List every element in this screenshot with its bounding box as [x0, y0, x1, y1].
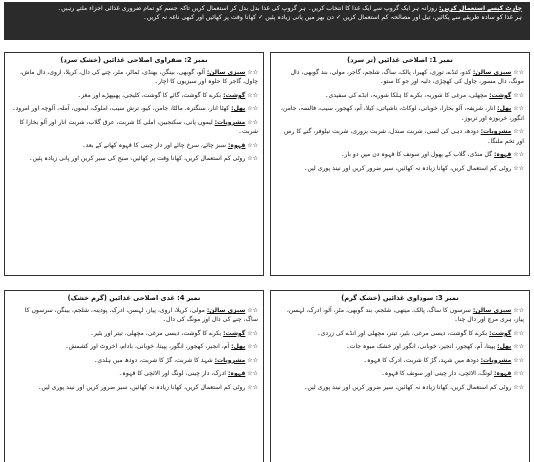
food-item	[276, 104, 524, 123]
food-item	[276, 127, 524, 146]
star-icon: ☆☆	[245, 356, 258, 364]
food-item-label: گوشت:	[489, 329, 512, 337]
star-icon: ☆☆	[511, 307, 524, 314]
food-item	[10, 91, 258, 100]
food-item-label: پھل:	[231, 105, 246, 113]
food-item-label: مشروبات:	[214, 118, 246, 126]
food-item-text: گل منڈی، گلاب کے پھول اور سونف کا قہوہ دن میں دو بار۔	[340, 151, 492, 159]
food-item-text: روٹی کم استعمال کریں، کھانا زیادہ نہ کھائیں، سیر ضرور کریں اور نیند پوری لیں۔	[303, 164, 512, 172]
star-icon: ☆☆	[511, 370, 524, 378]
star-icon: ☆☆	[245, 307, 258, 314]
food-item	[276, 342, 524, 351]
star-icon: ☆☆	[245, 118, 258, 126]
food-item	[276, 91, 524, 100]
star-icon: ☆☆	[245, 370, 258, 378]
food-item-label: قہوہ:	[493, 151, 512, 159]
food-item	[10, 342, 258, 351]
star-icon: ☆☆	[511, 128, 524, 136]
food-item-text: دودھ میں شہد، گڑ کا شربت، ادرک کا قہوہ۔	[363, 356, 479, 364]
food-item-text: پپیتا، آم، کھجور، انجیر، خوبانی، انگور اور خشک میوہ جات۔	[346, 343, 496, 351]
food-item-label: گوشت:	[223, 329, 246, 337]
star-icon: ☆☆	[511, 356, 524, 364]
banner-highlight: چارٹ کیسے استعمال کریں:	[439, 5, 522, 12]
food-item-label: قہوہ:	[227, 141, 246, 149]
food-item-label: مشروبات:	[214, 356, 246, 364]
food-item	[276, 356, 524, 365]
food-item	[10, 104, 258, 113]
food-item	[10, 369, 258, 378]
star-icon: ☆☆	[245, 105, 258, 113]
food-item-label: قہوہ:	[227, 370, 246, 378]
banner-text-2: ہر غذا کو سادہ طریقے سے پکائیں، تیل اور مصالحہ کم استعمال کریں ✓ دن بھر میں پانی زیادہ پئیں ✓ کھانا وقت پر کھائیں اور کبھی ناغہ نہ کریں۔	[143, 13, 522, 21]
star-icon: ☆☆	[245, 141, 258, 149]
food-item-text: آم، انجیر، کھجور، انگور، پپیتا، خوبانی، بادام، اخروٹ اور کشمش۔	[65, 343, 230, 351]
food-item	[276, 306, 524, 325]
food-item	[276, 150, 524, 159]
card-title: نمبر 4: غدی اصلاحی غذائیں (گرم خشک)	[67, 294, 201, 302]
food-item-text: کھٹا انار، سنگترہ، مالٹا، جامن، کیو، ترش سیب، املوک، لیموں، آملہ، آلوچہ اور امرود۔	[12, 105, 230, 113]
food-item-text: کدو، ٹنڈے، توری، کھیرا، پالک، ساگ، شلجم، گاجر، مولی، بند گوبھی، دال مونگ، دال مسور، چاول کی کھچڑی، دلیہ اور جو کا ستو۔	[290, 69, 524, 86]
food-item-text: بکرے کا گوشت، دیسی مرغی، مچھلی، تیتر اور بٹیر۔	[90, 329, 222, 337]
food-item	[276, 68, 524, 87]
star-icon: ☆☆	[245, 155, 258, 163]
food-item-label: مشروبات:	[480, 356, 512, 364]
food-item-text: مولی، کریلا، اروی، پیاز، لہسن، ادرک، پودینہ، شلجم، بینگن، سرسوں کا ساگ، چنے کی دال اور مونگ کی دال۔	[24, 307, 258, 324]
food-item-text: لونگ، الائچی، دار چینی اور سونف کا قہوہ۔	[381, 370, 492, 378]
card-title: نمبر 2: صفراوی اصلاحی غذائیں (خشک سرد)	[60, 56, 208, 64]
card-title: نمبر 3: سوداوی غذائیں (خشک گرم)	[341, 294, 459, 302]
food-item	[10, 306, 258, 325]
food-item-label: گوشت:	[489, 91, 512, 99]
diet-card-4	[4, 290, 264, 462]
food-item-label: پھل:	[497, 105, 512, 113]
food-item	[276, 329, 524, 338]
food-item-label: سبزی سالن:	[206, 307, 246, 314]
food-item-text: بکرے کا گوشت، گائے کا گوشت، کلیجی، پھیپھڑے اور مغز۔	[77, 91, 222, 99]
star-icon: ☆☆	[511, 329, 524, 337]
food-item-text: شہد کا شربت، گڑ کا شربت، دودھ میں ہلدی۔	[93, 356, 213, 364]
diet-card-1	[270, 52, 530, 276]
star-icon: ☆☆	[511, 91, 524, 99]
food-item-text: آلو، گوبھی، بینگن، بھنڈی، ٹماٹر، مٹر، چنے کی دال، کریلا، اروی، دال ماش، چاول، گاجر کا حلوہ اور سبزیوں کا اچار۔	[20, 69, 258, 86]
food-item	[10, 141, 258, 150]
food-item-text: روٹی کم استعمال کریں، کھانا زیادہ نہ کھائیں، سیر ضرور کریں اور نیند پوری لیں۔	[37, 383, 246, 391]
food-item-text: انار، شریفہ، آلو بخارا، خوبانی، لوکاٹ، ناشپاتی، کیلا، آم، کھجور، سیب، فالسہ، جامن، انگور، خربوزہ اور تربوز۔	[280, 105, 524, 122]
banner-line-1	[12, 5, 522, 14]
diet-card-2	[4, 52, 264, 276]
food-item-text: دودھ، دہی کی لسی، شربت صندل، شربت بزوری، شربت نیلوفر، گنے کا رس اور تخم ملنگا۔	[284, 128, 524, 145]
food-item-label: پھل:	[497, 343, 512, 351]
food-item-text: سبز چائے، سرخ چائے اور دار چینی کا قہوہ کھانے کے بعد۔	[82, 141, 226, 149]
food-item	[10, 154, 258, 163]
diet-card-3	[270, 290, 530, 462]
star-icon: ☆☆	[245, 69, 258, 76]
star-icon: ☆☆	[511, 164, 524, 172]
food-item-text: روٹی کم استعمال کریں، کھانا وقت پر کھائیں، صبح کی سیر کریں اور پانی زیادہ پئیں۔	[28, 155, 246, 163]
food-item	[10, 383, 258, 392]
banner-text-1: روزانہ ہر ایک گروپ سے ایک غذا کا انتخاب کریں۔ ہر گروپ کی غذا بدل بدل کر استعمال کریں تاکہ جسم کو تمام ضروری غذائی اجزاء ملتے رہیں۔	[57, 5, 438, 12]
food-item	[10, 68, 258, 87]
food-item-text: سرسوں کا ساگ، پالک، میتھی، شلجم، بند گوبھی، مٹر، آلو، ادرک، لہسن، پیاز، ہری مرچ اور دال چنا۔	[286, 307, 524, 324]
food-item-text: بکرے کا گوشت، دیسی مرغی، بٹیر، تیتر، مچھلی اور انڈے کی زردی۔	[317, 329, 488, 337]
food-item	[276, 164, 524, 173]
star-icon: ☆☆	[511, 151, 524, 159]
star-icon: ☆☆	[511, 69, 524, 76]
food-item-text: لیموں پانی، سکنجبین، املی کا شربت، عرق گلاب، شربت انار اور آلو بخارا کا شربت۔	[19, 118, 258, 136]
star-icon: ☆☆	[245, 329, 258, 337]
star-icon: ☆☆	[245, 343, 258, 351]
card-title: نمبر 1: اصلاحی غذائیں (تر سرد)	[347, 56, 453, 64]
star-icon: ☆☆	[245, 383, 258, 391]
food-item-label: سبزی سالن:	[472, 307, 512, 314]
star-icon: ☆☆	[245, 91, 258, 99]
food-item	[10, 118, 258, 137]
star-icon: ☆☆	[511, 105, 524, 113]
food-item	[10, 356, 258, 365]
food-item-label: سبزی سالن:	[206, 69, 246, 76]
food-item-label: سبزی سالن:	[472, 69, 512, 76]
food-item-label: قہوہ:	[493, 370, 512, 378]
food-item-text: روٹی کم استعمال کریں، کھانا زیادہ نہ کھائیں، سیر ضرور کریں اور نیند پوری لیں۔	[303, 383, 512, 391]
food-item	[10, 329, 258, 338]
star-icon: ☆☆	[511, 383, 524, 391]
instructions-banner	[4, 2, 530, 40]
star-icon: ☆☆	[511, 343, 524, 351]
food-item-text: مچھلی، مرغی کا شوربہ، بکرے کا ہلکا شوربہ، انڈے کی سفیدی۔	[324, 91, 488, 99]
food-item-text: ادرک، دار چینی، لونگ اور الائچی کا قہوہ۔	[118, 370, 226, 378]
food-item	[276, 369, 524, 378]
food-item-label: مشروبات:	[480, 128, 512, 136]
food-item-label: گوشت:	[223, 91, 246, 99]
food-item	[276, 383, 524, 392]
food-item-label: پھل:	[231, 343, 246, 351]
